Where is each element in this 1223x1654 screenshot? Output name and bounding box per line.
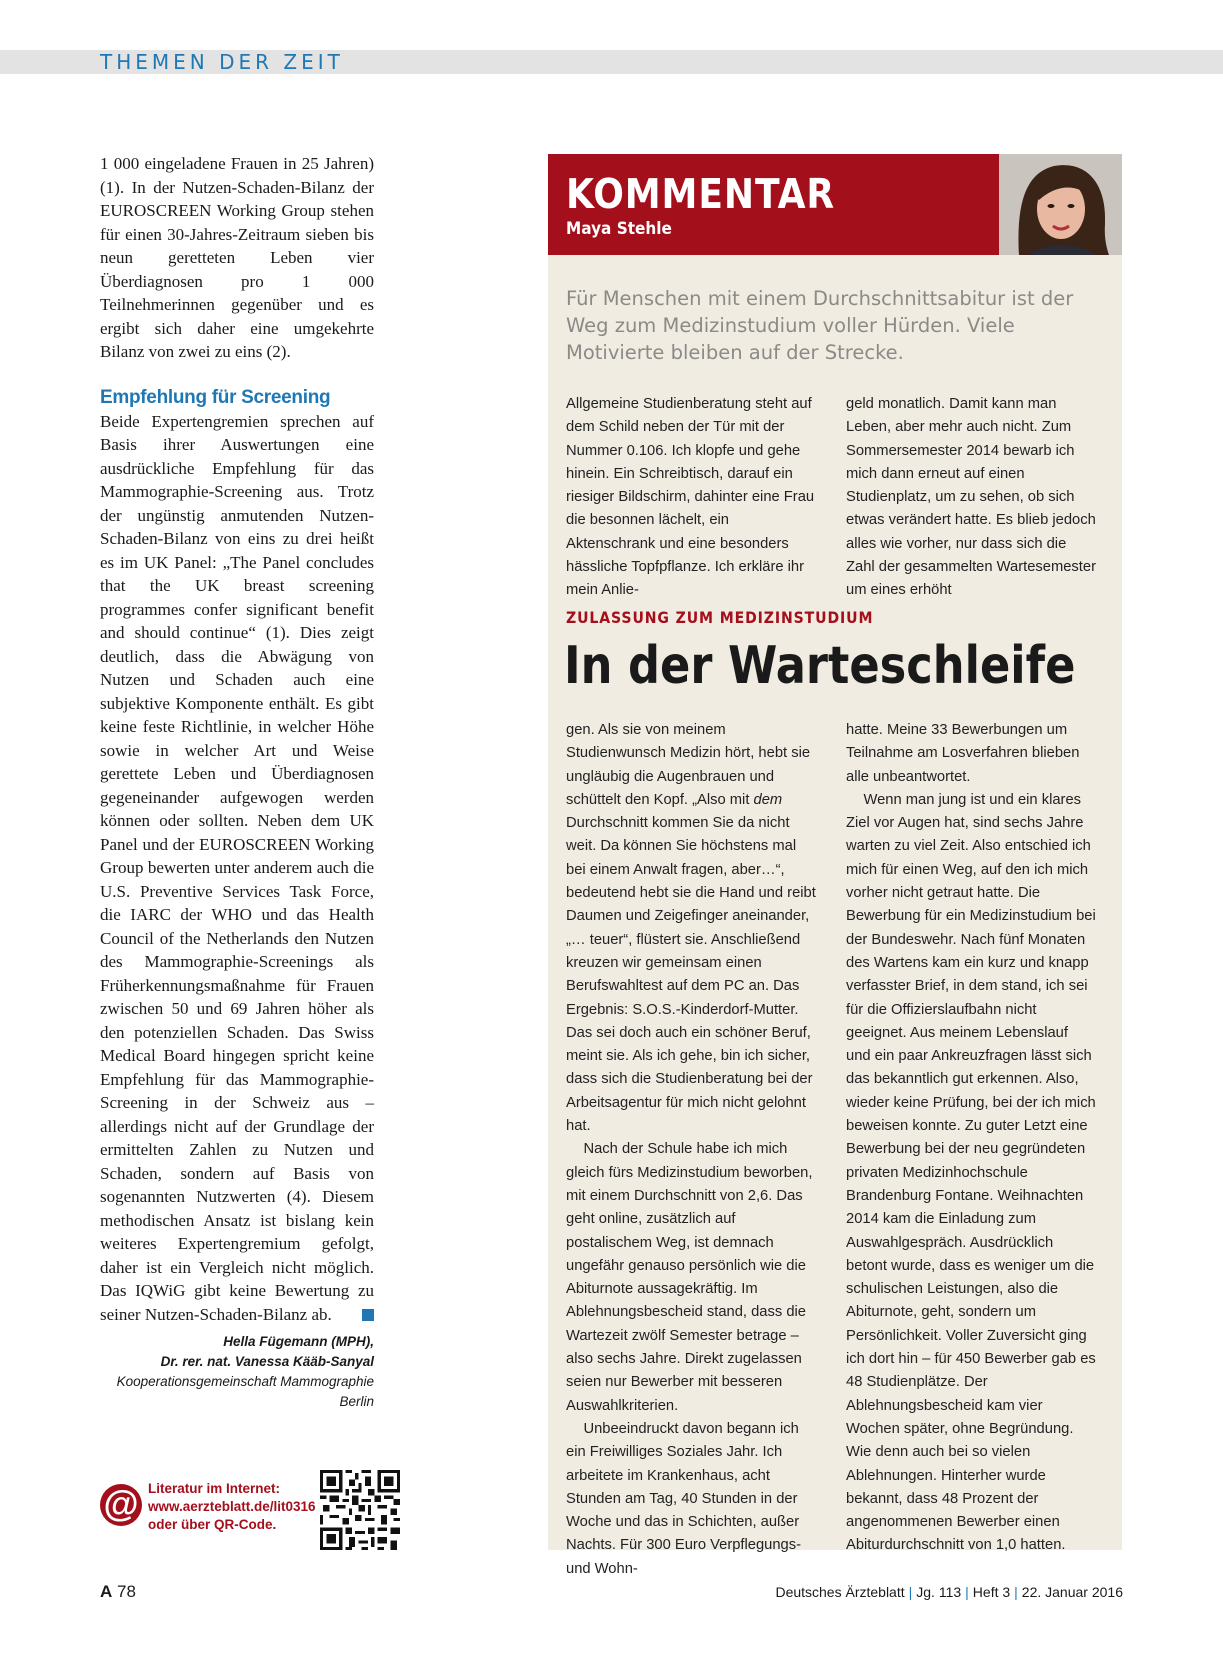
footer-issue: Heft 3 (972, 1584, 1011, 1600)
affiliation-2: Berlin (339, 1394, 374, 1409)
comment-top-column-1 (566, 392, 816, 602)
author-1: Hella Fügemann (MPH), (223, 1334, 374, 1349)
body-1-paragraph-3: Unbeeindruckt davon begann ich ein Freiwilliges Soziales Jahr. Ich arbeitete im Krankenhaus, acht Stunden am Tag, 40 Stunden in der Woche und das in Schichten, außer Nachts. Für 300 Euro Verpflegungs- und Wohn- (566, 1419, 802, 1577)
comment-top-text-2: geld monatlich. Damit kann man Leben, aber mehr auch nicht. Zum Sommersemester 2014 bewarb ich mich dann erneut auf einen Studienplatz, um zu sehen, ob sich etwas verändert hatte. Es blieb jedoch alles wie vorher, nur dass sich die Zahl der gesammelten Wartesemester um eines erhöht (846, 395, 1097, 599)
comment-top-text-1: Allgemeine Studienberatung steht auf dem Schild neben der Tür mit der Nummer 0.106. Ich klopfe und gehe hinein. Ein Schreibtisch, darauf ein riesiger Bildschirm, dahinter eine Frau die besonnen lächelt, ein Aktenschrank und eine besonders hässliche Topfpflanze. Ich erkläre ihr mein Anlie- (566, 395, 815, 599)
article-headline: In der Warteschleife (564, 636, 1076, 696)
footer-volume: Jg. 113 (916, 1584, 962, 1600)
left-paragraph-1: 1 000 eingeladene Frauen in 25 Jahren) (1). In der Nutzen-Schaden-Bilanz der EUROSCREEN Working Group stehen für einen 30-Jahres-Zeitraum sieben bis neun geretteten Leben vier Überdiagnosen pro 1 000 Teilnehmerinnen gegenüber und es ergibt sich daher eine umgekehrte Bilanz von zwei zu eins (2). (100, 154, 374, 361)
body-1-p1-pre: gen. Als sie von meinem Studienwunsch Medizin hört, hebt sie ungläubig die Augenbrauen und schüttelt den Kopf. „Also mit (566, 721, 811, 808)
authors-block (100, 1332, 374, 1412)
article-kicker: ZULASSUNG ZUM MEDIZINSTUDIUM (566, 608, 874, 627)
body-1-p1-emphasis: dem (753, 790, 783, 808)
page-number-value: 78 (117, 1582, 136, 1601)
left-paragraph-2-text: Beide Expertengremien sprechen auf Basis ihrer Auswertungen eine ausdrückliche Empfehlung für das Mammographie-Screening aus. Trotz der ungünstig anmutenden Nutzen-Schaden-Bilanz von eins zu drei heißt es im UK Panel: „The Panel concludes that the UK breast screening programmes confer significant benefit and should continue“ (1). Dies zeigt deutlich, dass die Abwägung von Nutzen und Schaden auch eine subjektive Komponente enthält. Es gibt keine feste Richtlinie, in welcher Höhe sowie in welcher Art und Weise gerettete Leben und Überdiagnosen gegeneinander aufgewogen werden können oder sollten. Neben dem UK Panel und der EUROSCREEN Working Group bewerten unter anderem auch die U.S. Preventive Services Task Force, die IARC der WHO und das Health Council of the Netherlands den Nutzen des Mammographie-Screenings als Früherkennungsmaßnahme für Frauen zwischen 50 und 69 Jahren höher als den potenziellen Schaden. Das Swiss Medical Board hingegen spricht keine Empfehlung für das Mammographie-Screening in der Schweiz aus – allerdings nicht auf der Grundlage der ermittelten Zahlen zu Nutzen und Schaden, sondern auf Basis von sogenannten Nutzwerten (4). Diesem methodischen Ansatz ist bislang kein weiteres Expertengremium gefolgt, daher ist ein Vergleich nicht möglich. Das IQWiG gibt keine Bewertung zu seiner Nutzen-Schaden-Bilanz ab. (100, 411, 374, 1324)
literature-line-3: oder über QR-Code. (148, 1517, 277, 1532)
comment-body-column-2 (846, 718, 1096, 1557)
author-2: Dr. rer. nat. Vanessa Kääb-Sanyal (160, 1354, 374, 1369)
footer-journal: Deutsches Ärzteblatt (775, 1584, 905, 1600)
qr-code-icon[interactable] (320, 1470, 400, 1550)
portrait-photo (999, 154, 1122, 255)
page-prefix: A (100, 1582, 113, 1601)
left-paragraph-2 (100, 410, 374, 1327)
left-column (100, 152, 374, 1412)
comment-top-column-2 (846, 392, 1096, 602)
comment-author: Maya Stehle (566, 219, 672, 239)
body-1-paragraph-2: Nach der Schule habe ich mich gleich fürs Medizinstudium beworben, mit einem Durchschnitt von 2,6. Das geht online, zusätzlich auf postalischem Weg, ist demnach ungefähr genauso persönlich wie die Abiturnote aussagekräftig. Im Ablehnungsbescheid stand, dass die Wartezeit zwölf Semester betrage – also sechs Jahre. Direkt zugelassen seien nur Bewerber mit besseren Auswahlkriterien. (566, 1140, 813, 1414)
footer-date: 22. Januar 2016 (1021, 1584, 1123, 1600)
comment-label: KOMMENTAR (566, 170, 836, 218)
footer-info: Deutsches Ärzteblatt | Jg. 113 | Heft 3 | 22. Januar 2016 (775, 1584, 1123, 1600)
literature-line-1: Literatur im Internet: (148, 1481, 281, 1496)
page-number (100, 1582, 136, 1602)
section-label: THEMEN DER ZEIT (100, 50, 344, 74)
literature-link[interactable]: www.aerzteblatt.de/lit0316 (148, 1499, 316, 1514)
affiliation-1: Kooperationsgemeinschaft Mammographie (116, 1374, 374, 1389)
left-heading: Empfehlung für Screening (100, 386, 331, 408)
body-2-paragraph-1: hatte. Meine 33 Bewerbungen um Teilnahme am Losverfahren blieben alle unbeantwortet. (846, 721, 1080, 785)
at-icon: @ (100, 1484, 142, 1526)
end-square-icon (362, 1309, 374, 1321)
literature-text (148, 1480, 316, 1534)
body-2-paragraph-2: Wenn man jung ist und ein klares Ziel vor Augen hat, sind sechs Jahre warten zu viel Zeit. Also entschied ich mich für einen Weg, auf den ich mich vorher nicht getraut hatte. Die Bewerbung für ein Medizinstudium bei der Bundeswehr. Nach fünf Monaten des Wartens kam ein kurz und knapp verfasster Brief, in dem stand, ich sei für die Offizierslaufbahn nicht geeignet. Aus meinem Lebenslauf und ein paar Ankreuzfragen lässt sich das bekanntlich gut erkennen. Also, wieder keine Prüfung, bei der ich mich beweisen konnte. Zu guter Letzt eine Bewerbung bei der neu gegründeten privaten Medizinhochschule Brandenburg Fontane. Weihnachten 2014 kam die Einladung zum Auswahlgespräch. Ausdrücklich betont wurde, dass es weniger um die schulischen Leistungen, also die Abiturnote, geht, sondern um Persönlichkeit. Voller Zuversicht ging ich dort hin – für 450 Bewerber gab es 48 Studienplätze. Der Ablehnungsbescheid kam vier Wochen später, ohne Begründung. Wie denn auch bei so vielen Ablehnungen. Hinterher wurde bekannt, dass 48 Prozent der angenommenen Bewerber einen Abiturdurchschnitt von 1,0 hatten. (846, 790, 1096, 1554)
body-1-p1-post: Durchschnitt kommen Sie da nicht weit. Da können Sie höchstens mal bei einem Anwalt fragen, aber…“, bedeutend hebt sie die Hand und reibt Daumen und Zeigefinger aneinander, „… teuer“, flüstert sie. Anschließend kreuzen wir gemeinsam einen Berufswahltest auf dem PC an. Das Ergebnis: S.O.S.-Kinderdorf-Mutter. Das sei doch auch ein schöner Beruf, meint sie. Als ich gehe, bin ich sicher, dass sich die Studienberatung bei der Arbeitsagentur für mich nicht gelohnt hat. (566, 814, 816, 1135)
comment-lead: Für Menschen mit einem Durchschnittsabitur ist der Weg zum Medizinstudium voller Hürden. Viele Motivierte bleiben auf der Strecke. (566, 287, 1074, 364)
comment-body-column-1 (566, 718, 816, 1580)
body-1-paragraph-1 (566, 718, 816, 1137)
